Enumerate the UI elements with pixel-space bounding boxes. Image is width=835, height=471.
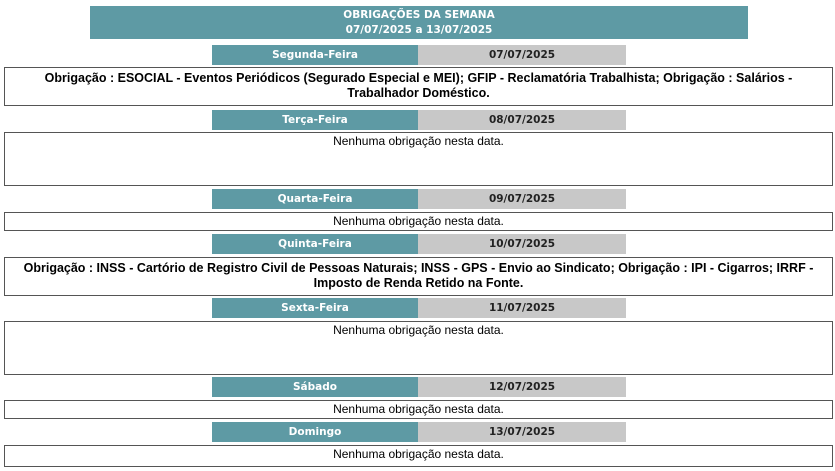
obligations-wednesday: Nenhuma obrigação nesta data.: [4, 212, 833, 231]
day-date: 08/07/2025: [418, 110, 626, 130]
day-name: Terça-Feira: [212, 110, 418, 130]
obligations-sunday: Nenhuma obrigação nesta data.: [4, 445, 833, 467]
day-date: 13/07/2025: [418, 422, 626, 442]
day-name: Quarta-Feira: [212, 189, 418, 209]
week-header: [90, 6, 748, 39]
day-name: Sexta-Feira: [212, 298, 418, 318]
day-header-thursday: [212, 234, 626, 254]
obligations-tuesday: Nenhuma obrigação nesta data.: [4, 132, 833, 186]
day-name: Segunda-Feira: [212, 45, 418, 65]
day-name: Quinta-Feira: [212, 234, 418, 254]
day-date: 12/07/2025: [418, 377, 626, 397]
day-header-sunday: [212, 422, 626, 442]
day-header-wednesday: [212, 189, 626, 209]
week-range: 07/07/2025 a 13/07/2025: [345, 24, 493, 36]
obligations-monday: Obrigação : ESOCIAL - Eventos Periódicos (Segurado Especial e MEI); GFIP - Reclamatória Trabalhista; Obrigação : Salários - Trabalhador Doméstico.: [4, 67, 833, 106]
day-name: Domingo: [212, 422, 418, 442]
day-header-monday: [212, 45, 626, 65]
obligations-friday: Nenhuma obrigação nesta data.: [4, 321, 833, 375]
obligations-thursday: Obrigação : INSS - Cartório de Registro Civil de Pessoas Naturais; INSS - GPS - Envio ao Sindicato; Obrigação : IPI - Cigarros; IRRF - Imposto de Renda Retido na Fonte.: [4, 257, 833, 296]
day-date: 11/07/2025: [418, 298, 626, 318]
day-name: Sábado: [212, 377, 418, 397]
day-header-friday: [212, 298, 626, 318]
day-date: 10/07/2025: [418, 234, 626, 254]
obligations-saturday: Nenhuma obrigação nesta data.: [4, 400, 833, 419]
week-title: OBRIGAÇÕES DA SEMANA: [343, 9, 495, 21]
day-header-tuesday: [212, 110, 626, 130]
day-date: 07/07/2025: [418, 45, 626, 65]
day-header-saturday: [212, 377, 626, 397]
day-date: 09/07/2025: [418, 189, 626, 209]
